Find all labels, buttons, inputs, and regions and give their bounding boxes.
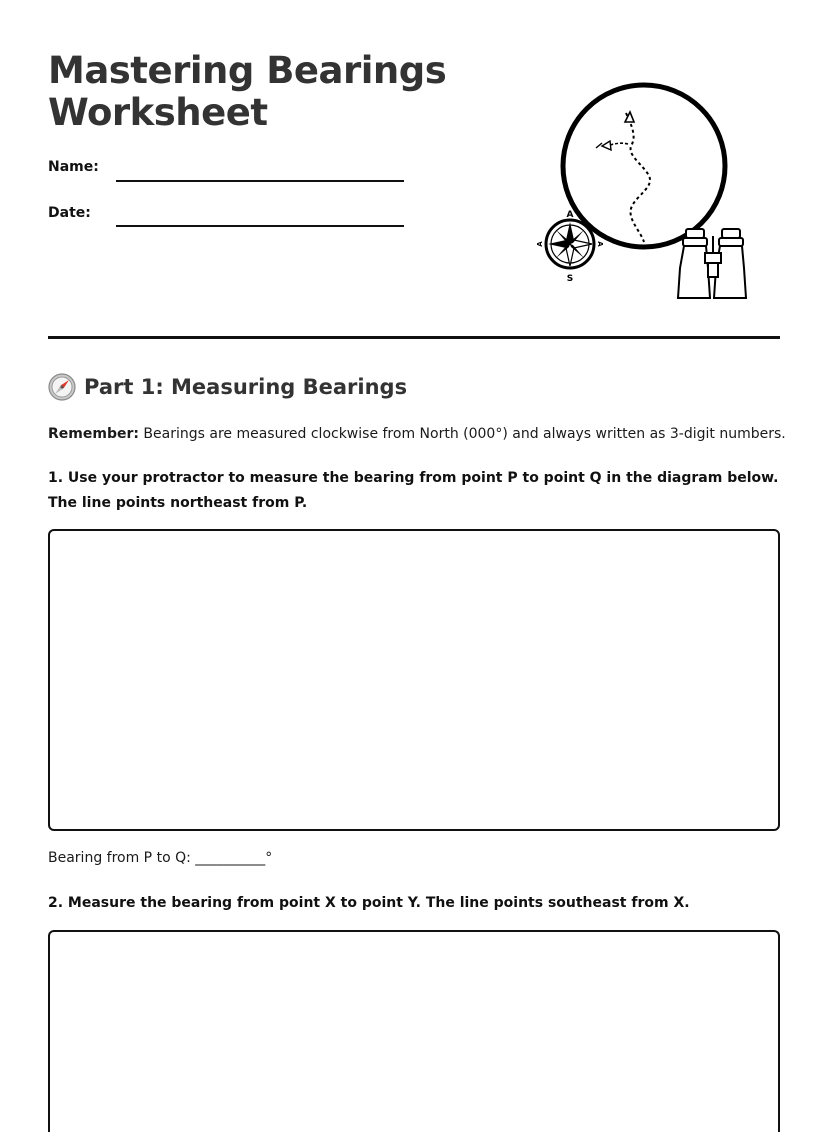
header-divider <box>48 336 780 339</box>
compass-east-letter: A <box>596 241 604 247</box>
question-1-answer-line[interactable]: Bearing from P to Q: __________° <box>48 850 273 866</box>
navigation-illustration <box>528 78 754 304</box>
remember-label: Remember: <box>48 426 139 442</box>
question-2: 2. Measure the bearing from point X to point Y. The line points southeast from X. <box>48 895 690 911</box>
compass-west-letter: A <box>536 241 544 247</box>
title-line-1: Mastering Bearings <box>48 49 447 92</box>
compass-north-letter: A <box>566 210 574 220</box>
remember-text: Bearings are measured clockwise from North (000°) and always written as 3-digit numbers. <box>138 426 786 442</box>
question-1: 1. Use your protractor to measure the bearing from point P to point Q in the diagram below. The line points northeast from P. <box>48 470 779 511</box>
title-line-2: Worksheet <box>48 91 268 134</box>
question-2-diagram-box <box>48 930 780 1132</box>
date-field[interactable] <box>116 225 404 227</box>
binoculars-icon <box>678 229 746 298</box>
worksheet-title <box>48 50 446 134</box>
compass-rose-icon <box>536 210 604 284</box>
date-label: Date: <box>48 205 91 221</box>
compass-icon <box>48 373 76 401</box>
name-label: Name: <box>48 159 99 175</box>
part-1-heading <box>48 373 407 401</box>
question-1-diagram-box <box>48 529 780 831</box>
part-1-heading-text: Part 1: Measuring Bearings <box>84 375 408 399</box>
globe-icon <box>563 85 725 247</box>
name-field[interactable] <box>116 180 404 182</box>
remember-note <box>48 424 788 444</box>
compass-south-letter: S <box>566 274 574 284</box>
